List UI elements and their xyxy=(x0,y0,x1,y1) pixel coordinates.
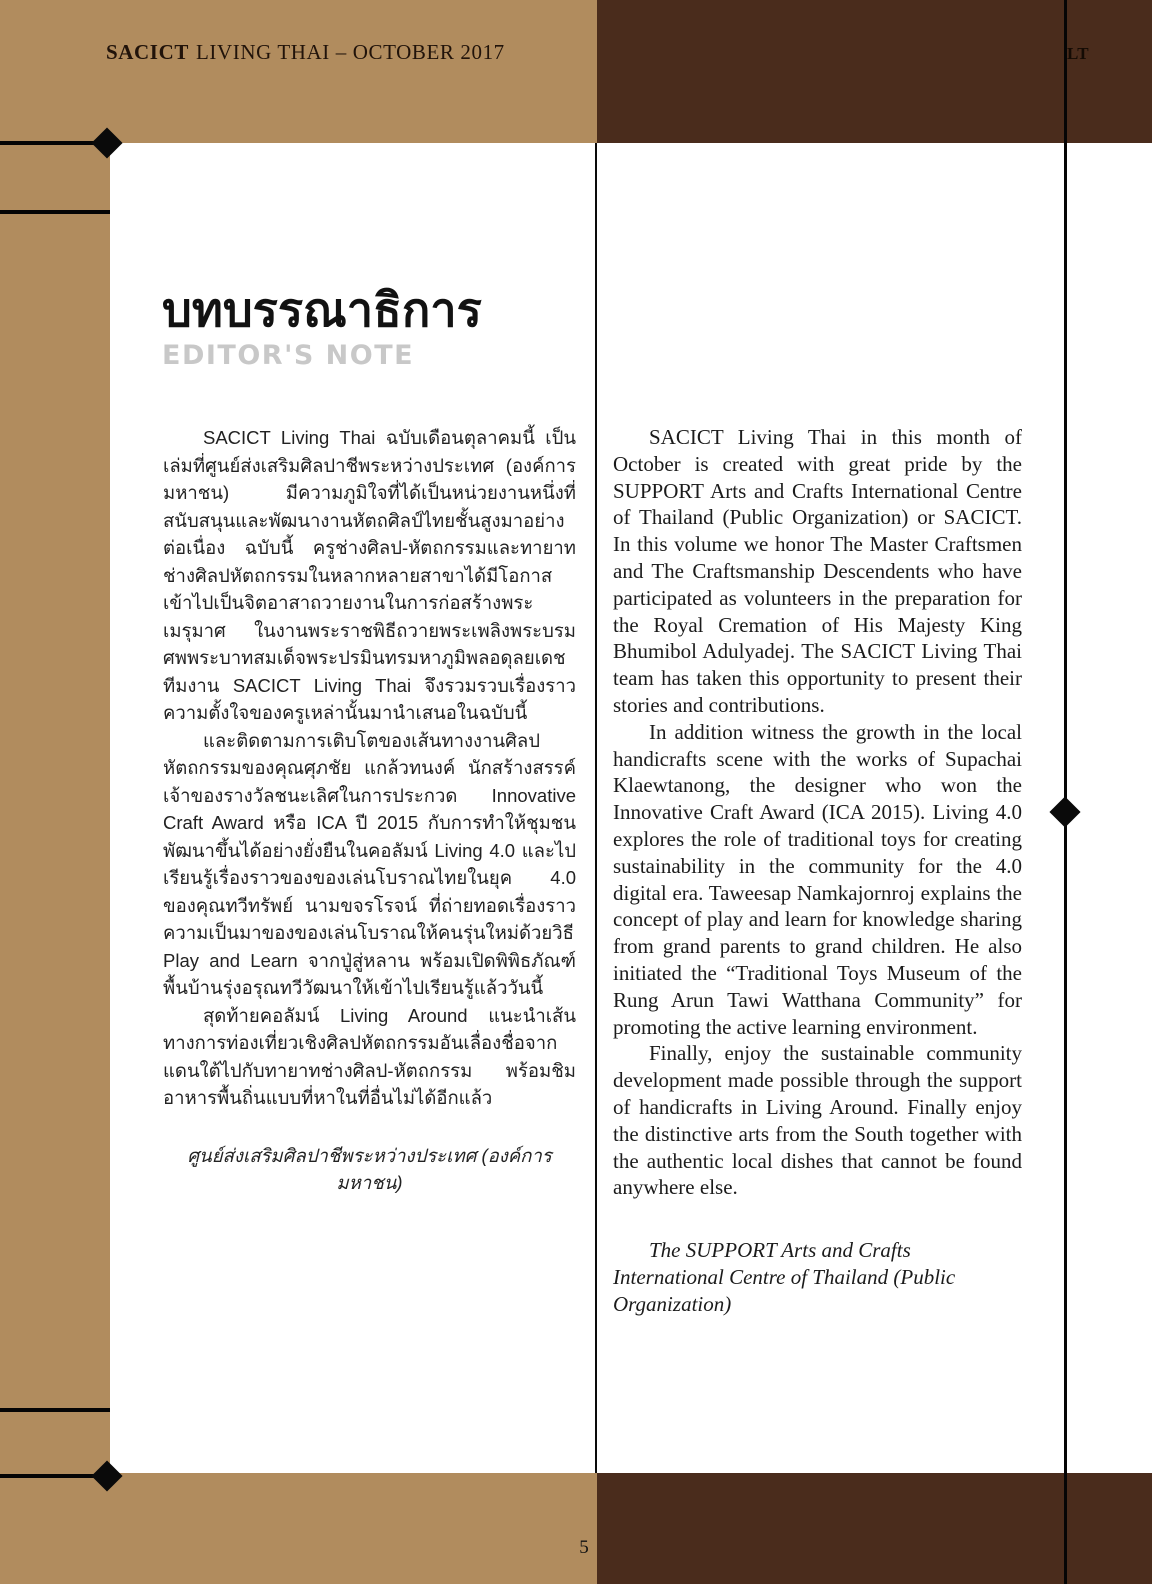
bottom-left-rule-2 xyxy=(0,1474,94,1478)
top-left-rule-2 xyxy=(0,210,110,214)
english-paragraph-3: Finally, enjoy the sustainable community development made possible through the support of handicrafts in Living Around. Finally enjoy the distinctive arts from the South together with the authentic local dishes that cannot be found anywhere else. xyxy=(613,1041,1022,1200)
title-block xyxy=(162,283,592,371)
footer-band-right xyxy=(597,1473,1152,1584)
magazine-brand: SACICT xyxy=(106,40,189,64)
header-band-left xyxy=(0,0,597,143)
header-band-right xyxy=(597,0,1152,143)
english-paragraph-1: SACICT Living Thai in this month of October is created with great pride by the SUPPORT Arts and Crafts International Centre of Thailand (Public Organization) or SACICT. In this volume we honor The Master Craftsmen and The Craftsmanship Descendents who have participated as volunteers in the preparation for the Royal Cremation of His Majesty King Bhumibol Adulyadej. The SACICT Living Thai team has taken this opportunity to present their stories and contributions. xyxy=(613,425,1022,717)
footer-band-left xyxy=(0,1473,597,1584)
english-paragraph-2: In addition witness the growth in the local handicrafts scene with the works of Supachai Klaewtanong, the designer who won the Innovative Craft Award (ICA 2015). Living 4.0 explores the role of traditional toys for creating sustainability in the community for the 4.0 digital era. Taweesap Namkajornroj explains the concept of play and learn for knowledge sharing from grand parents to grand children. He also initiated the “Traditional Toys Museum of the Rung Arun Tawi Watthana Community” for promoting the active learning environment. xyxy=(613,719,1022,1039)
thai-paragraph-3: สุดท้ายคอลัมน์ Living Around แนะนำเส้นทางการท่องเที่ยวเชิงศิลปหัตถกรรมอันเลื่องชื่อจากแดนใต้ไปกับทายาทช่างศิลป-หัตถกรรม พร้อมชิมอาหารพื้นถิ่นแบบที่หาในที่อื่นไม่ได้อีกแล้ว xyxy=(163,1004,576,1108)
thai-signature: ศูนย์ส่งเสริมศิลปาชีพระหว่างประเทศ (องค์การมหาชน) xyxy=(187,1144,552,1193)
left-margin-band xyxy=(0,0,110,1584)
diamond-ornament-right xyxy=(1049,796,1080,827)
issue-date: LIVING THAI – OCTOBER 2017 xyxy=(195,40,505,64)
thai-paragraph-2: และติดตามการเติบโตของเส้นทางงานศิลปหัตถกรรมของคุณศุภชัย แกล้วทนงค์ นักสร้างสรรค์เจ้าของรางวัลชนะเลิศในการประกวด Innovative Craft Award หรือ ICA ปี 2015 กับการทำให้ชุมชนพัฒนาขึ้นได้อย่างยั่งยืนในคอลัมน์ Living 4.0 และไปเรียนรู้เรื่องราวของของเล่นโบราณไทยในยุค 4.0 ของคุณทวีทรัพย์ นามขจรโรจน์ ที่ถ่ายทอดเรื่องราวความเป็นมาของของเล่นโบราณให้คนรุ่นใหม่ด้วยวิธี Play and Learn จากปู่สู่หลาน พร้อมเปิดพิพิธภัณฑ์พื้นบ้านรุ่งอรุณทวีวัฒนาให้เข้าไปเรียนรู้แล้ววันนี้ xyxy=(163,729,576,998)
running-header xyxy=(106,40,505,65)
top-left-rule-1 xyxy=(0,141,94,145)
corner-logo-mark: LT xyxy=(1067,44,1090,63)
thai-paragraph-1: SACICT Living Thai ฉบับเดือนตุลาคมนี้ เป็นเล่มที่ศูนย์ส่งเสริมศิลปาชีพระหว่างประเทศ (องค์การมหาชน) มีความภูมิใจที่ได้เป็นหน่วยงานหนึ่งที่สนับสนุนและพัฒนางานหัตถศิลป์ไทยชั้นสูงมาอย่างต่อเนื่อง ฉบับนี้ ครูช่างศิลป-หัตถกรรมและทายาทช่างศิลปหัตถกรรมในหลากหลายสาขาได้มีโอกาสเข้าไปเป็นจิตอาสาถวายงานในการก่อสร้างพระเมรุมาศ ในงานพระราชพิธีถวายพระเพลิงพระบรมศพพระบาทสมเด็จพระปรมินทรมหาภูมิพลอดุลยเดช ทีมงาน SACICT Living Thai จึงรวมรวบเรื่องราวความตั้งใจของครูเหล่านั้นมานำเสนอในฉบับนี้ xyxy=(163,427,576,723)
page-title-english: EDITOR'S NOTE xyxy=(162,340,415,372)
english-column xyxy=(613,424,1022,1318)
english-signature: The SUPPORT Arts and Crafts International Centre of Thailand (Public Organization) xyxy=(613,1238,956,1316)
page-number: 5 xyxy=(579,1537,589,1558)
bottom-left-rule-1 xyxy=(0,1408,110,1412)
column-divider-rule xyxy=(595,143,597,1473)
page-title-thai: บทบรรณาธิการ xyxy=(162,283,482,338)
right-edge-rule xyxy=(1064,0,1067,1584)
thai-column xyxy=(163,424,576,1197)
